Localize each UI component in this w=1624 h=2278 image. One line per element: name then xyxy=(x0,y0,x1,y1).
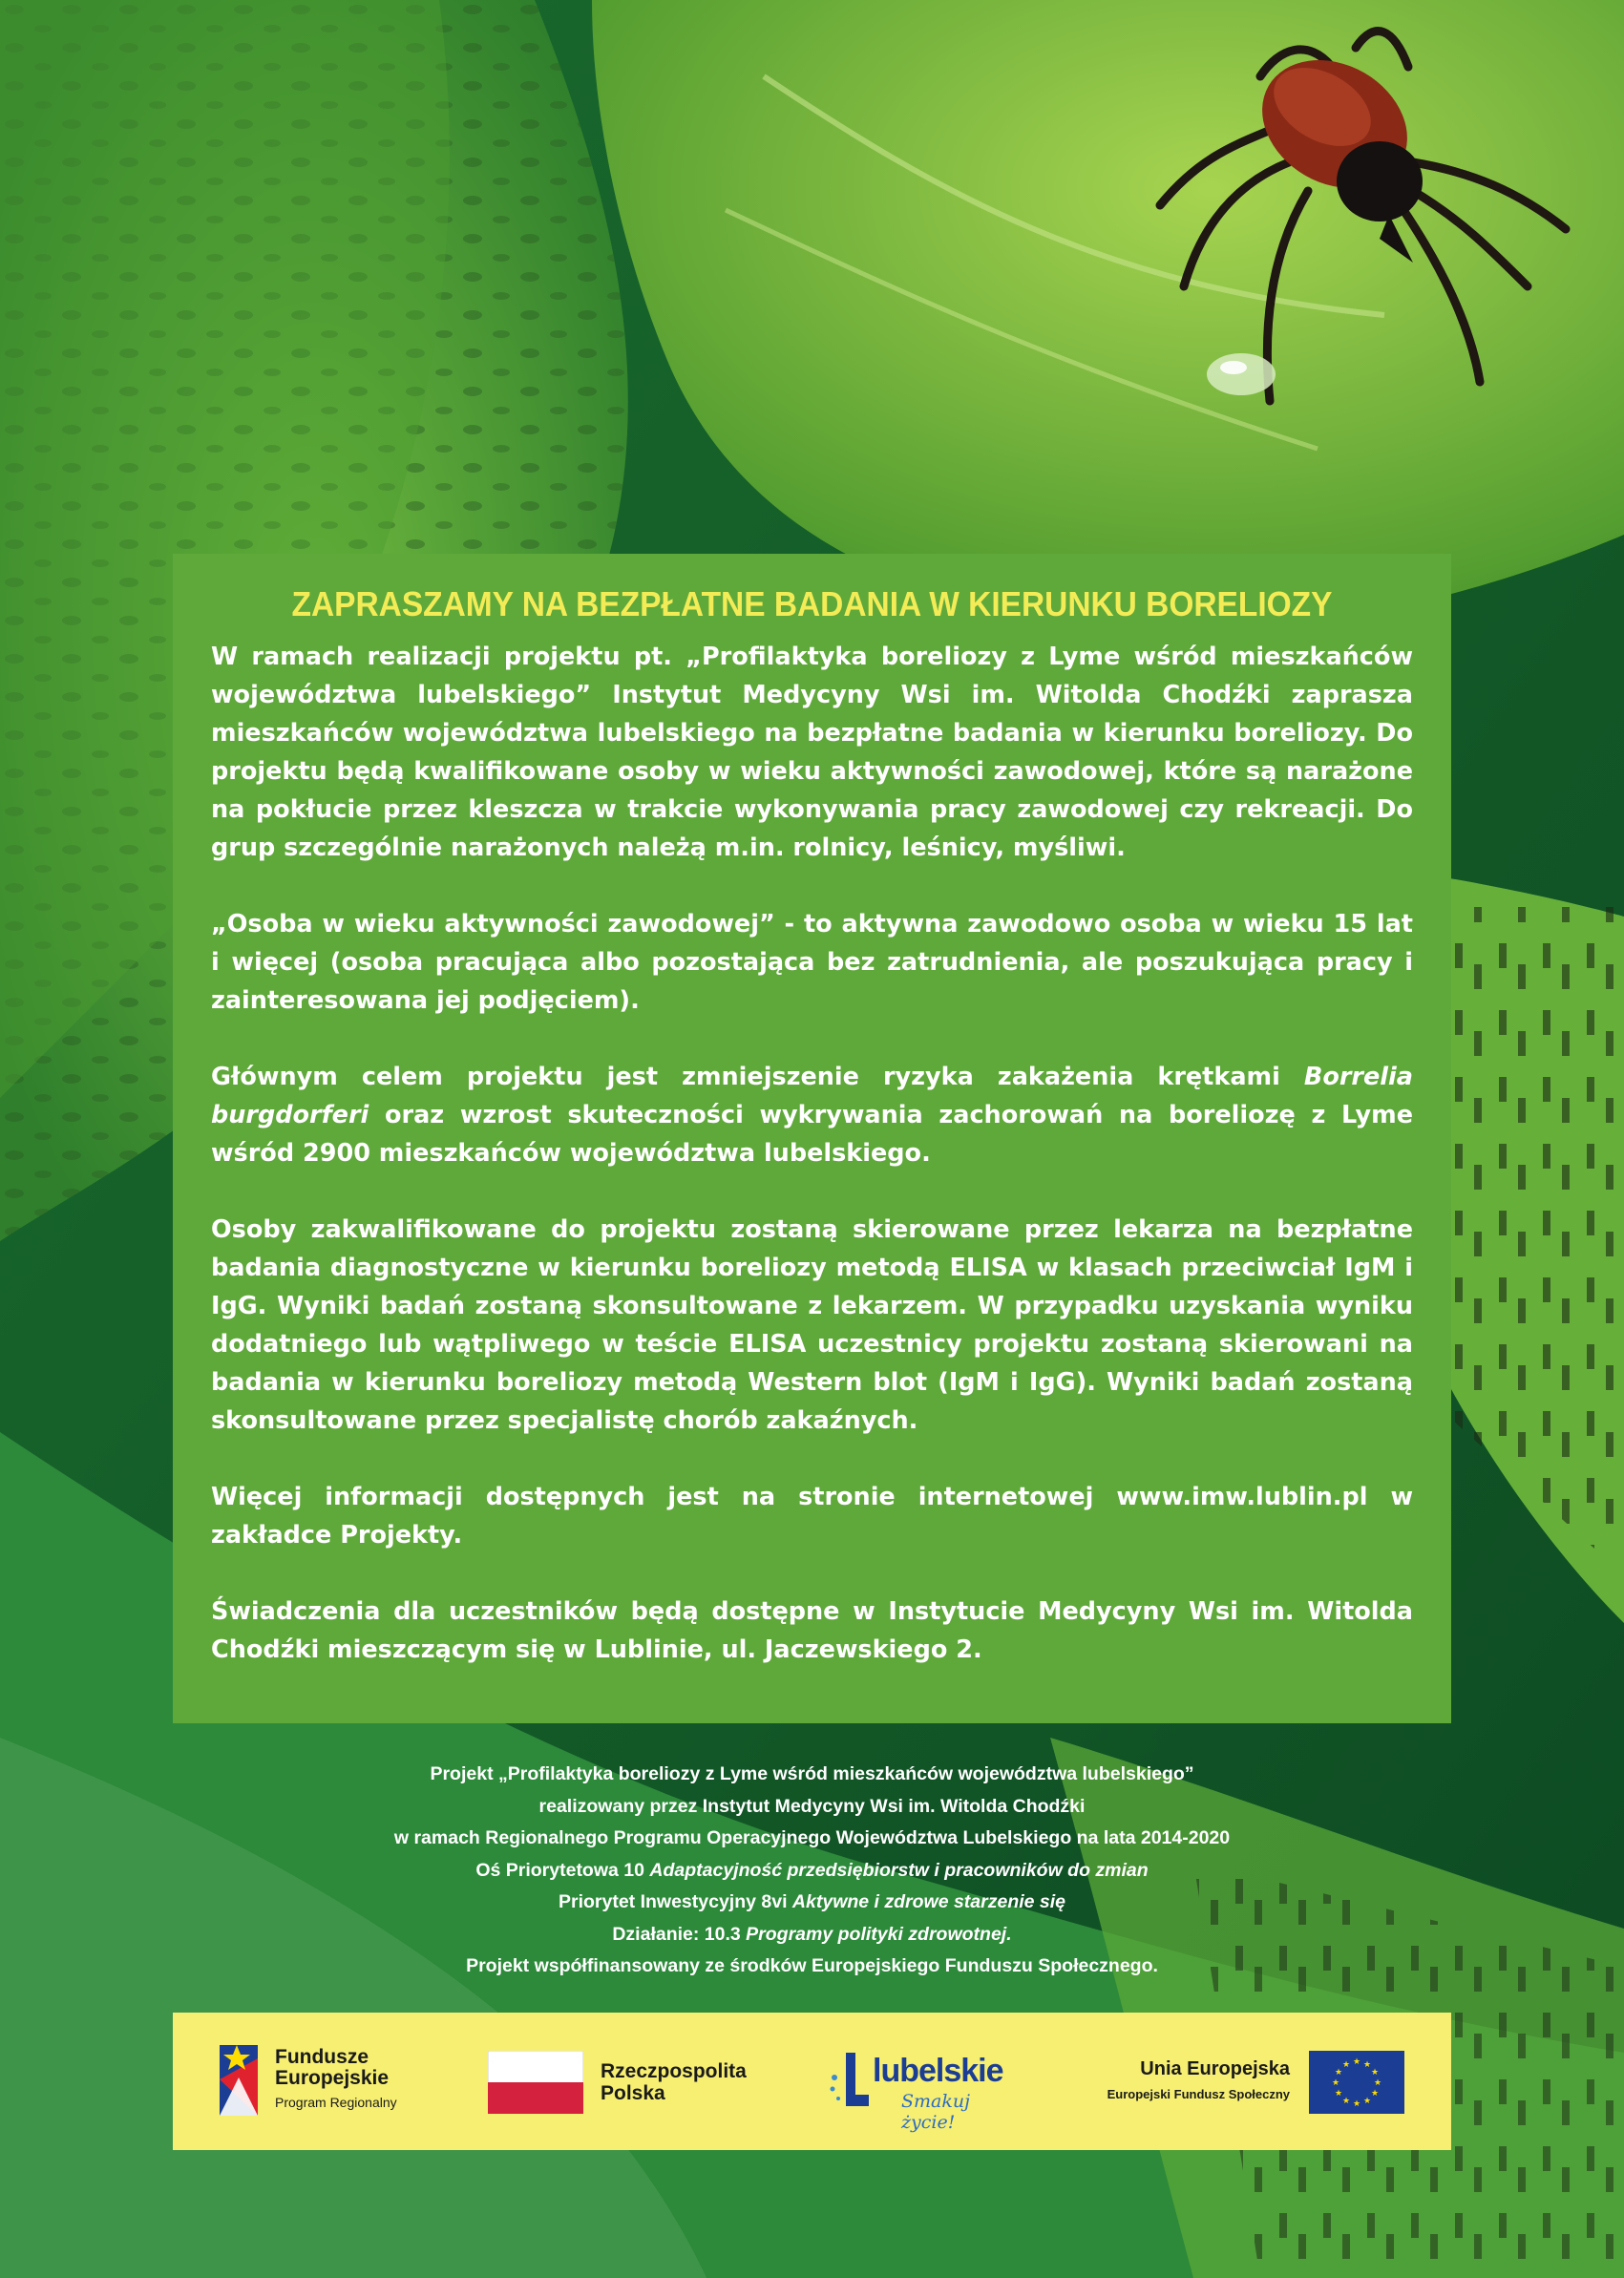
project-footer xyxy=(173,1759,1451,1983)
polish-flag xyxy=(488,2051,583,2114)
svg-text:★: ★ xyxy=(1352,2099,1361,2109)
svg-text:★: ★ xyxy=(1331,2078,1340,2088)
lubelskie-name: lubelskie xyxy=(873,2053,1003,2089)
svg-text:★: ★ xyxy=(1334,2089,1343,2099)
rzeczpospolita-polska-logo: Rzeczpospolita Polska xyxy=(488,2013,765,2150)
footer-line: Działanie: 10.3 Programy polityki zdrowotnej. xyxy=(612,1923,1012,1945)
paragraph-intro: W ramach realizacji projektu pt. „Profilaktyka boreliozy z Lyme wśród mieszkańców województwa lubelskiego” Instytut Medycyny Wsi im. Witolda Chodźki zaprasza mieszkańców województwa lubelskiego na bezpłatne badania w kierunku boreliozy. Do projektu będą kwalifikowane osoby w wieku aktywności zawodowej, które są narażone na pokłucie przez kleszcza w trakcie wykonywania pracy zawodowej czy rekreacji. Do grup szczególnie narażonych należą m.in. rolnicy, leśnicy, myśliwi. xyxy=(211,643,1413,862)
footer-line: w ramach Regionalnego Programu Operacyjnego Województwa Lubelskiego na lata 2014-2020 xyxy=(393,1827,1231,1848)
svg-text:★: ★ xyxy=(1373,2078,1382,2088)
paragraph-more-info: Więcej informacji dostępnych jest na stronie internetowej www.imw.lublin.pl w zakładce Projekty. xyxy=(211,1483,1413,1550)
footer-line: Priorytet Inwestycyjny 8vi Aktywne i zdrowe starzenie się xyxy=(558,1891,1066,1912)
footer-line: Oś Priorytetowa 10 Adaptacyjność przedsiębiorstw i pracowników do zmian xyxy=(475,1859,1149,1881)
paragraph-diagnostics: Osoby zakwalifikowane do projektu zostaną skierowane przez lekarza na bezpłatne badania diagnostyczne w kierunku boreliozy metodą ELISA w klasach przeciwciał IgM i IgG. Wyniki badań zostaną skonsultowane z lekarzem. W przypadku uzyskania wyniku dodatniego lub wątpliwego w teście ELISA uczestnicy projektu zostaną skierowani na badania w kierunku boreliozy metodą Western blot (IgM i IgG). Wyniki badań zostaną skonsultowane przez specjalistę chorób zakaźnych. xyxy=(211,1215,1413,1435)
svg-text:★: ★ xyxy=(1341,2097,1351,2106)
paragraph-definition: „Osoba w wieku aktywności zawodowej” - to aktywna zawodowo osoba w wieku 15 lat i więcej (osoba pracująca albo pozostająca bez zatrudnienia, ale poszukująca pracy i zainteresowana jej podjęciem). xyxy=(211,910,1413,1015)
svg-text:★: ★ xyxy=(1334,2068,1343,2078)
logo-bar xyxy=(173,2013,1451,2150)
eu-flag-icon xyxy=(1309,2051,1404,2114)
fundusze-europejskie-logo: Fundusze Europejskie Program Regionalny xyxy=(216,2013,426,2150)
page-title: ZAPRASZAMY NA BEZPŁATNE BADANIA W KIERUNKU BORELIOZY xyxy=(291,584,1333,623)
paragraph-goal: Głównym celem projektu jest zmniejszenie ryzyka zakażenia krętkami Borrelia burgdorferi oraz wzrost skuteczności wykrywania zachorowań na boreliozę z Lyme wśród 2900 mieszkańców województwa lubelskiego. xyxy=(211,1063,1413,1168)
footer-line: Projekt współfinansowany ze środków Europejskiego Funduszu Społecznego. xyxy=(466,1955,1158,1976)
footer-line: realizowany przez Instytut Medycyny Wsi im. Witolda Chodźki xyxy=(538,1795,1086,1817)
svg-text:★: ★ xyxy=(1352,2057,1361,2067)
fe-symbol-icon xyxy=(216,2039,264,2121)
lubelskie-slogan: Smakuj życie! xyxy=(901,2091,971,2133)
svg-text:★: ★ xyxy=(1370,2089,1380,2099)
species-name: Borrelia burgdorferi xyxy=(211,1063,1413,1129)
lubelskie-logo xyxy=(827,2013,1018,2150)
info-panel xyxy=(173,554,1451,1723)
footer-line: Projekt „Profilaktyka boreliozy z Lyme wśród mieszkańców województwa lubelskiego” xyxy=(430,1763,1194,1784)
svg-text:★: ★ xyxy=(1362,2097,1372,2106)
lubelskie-symbol-icon xyxy=(827,2049,873,2116)
unia-europejska-logo: Unia Europejska Europejski Fundusz Społeczny ★ ★ ★ ★ ★ ★ ★ ★ ★ ★ ★ ★ xyxy=(1089,2013,1414,2150)
svg-text:★: ★ xyxy=(1370,2068,1380,2078)
svg-text:★: ★ xyxy=(1362,2060,1372,2070)
paragraph-location: Świadczenia dla uczestników będą dostępne w Instytucie Medycyny Wsi im. Witolda Chodźki mieszczącym się w Lublinie, ul. Jaczewskiego 2. xyxy=(211,1597,1413,1664)
svg-text:★: ★ xyxy=(1341,2060,1351,2070)
